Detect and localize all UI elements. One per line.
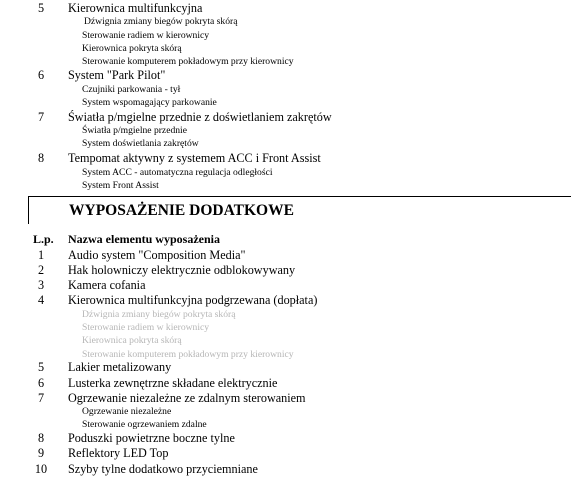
item-number: 2 (37, 263, 45, 277)
item-label: Ogrzewanie niezależne ze zdalnym sterowaniem (68, 391, 306, 405)
item-label: Kamera cofania (68, 278, 146, 292)
item-number: 5 (37, 1, 45, 15)
item-number: 7 (37, 110, 45, 124)
item-label: Hak holowniczy elektrycznie odblokowywany (68, 263, 296, 277)
item-label: Lusterka zewnętrzne składane elektrycznie (68, 376, 278, 390)
item-label: Kierownica multifunkcyjna (68, 1, 203, 15)
subitem: Kierownica pokryta skórą (82, 43, 182, 54)
item-number: 6 (37, 376, 45, 390)
subitem: Światła p/mgielne przednie (82, 125, 187, 136)
subitem: Czujniki parkowania - tył (82, 84, 181, 95)
item-number: 8 (37, 151, 45, 165)
item-label: System "Park Pilot" (68, 68, 166, 82)
subitem: Sterowanie radiem w kierownicy (82, 322, 210, 333)
item-number: 9 (37, 446, 45, 460)
subitem: Sterowanie radiem w kierownicy (82, 30, 210, 41)
item-label: Tempomat aktywny z systemem ACC i Front Assist (68, 151, 321, 165)
item-label: Szyby tylne dodatkowo przyciemniane (68, 462, 258, 476)
item-number: 8 (37, 431, 45, 445)
subitem: System wspomagający parkowanie (82, 97, 217, 108)
item-label: Audio system "Composition Media" (68, 248, 246, 262)
item-number: 5 (37, 360, 45, 374)
subitem: Dźwignia zmiany biegów pokryta skórą (82, 309, 236, 320)
item-label: Lakier metalizowany (68, 360, 172, 374)
item-label: Reflektory LED Top (68, 446, 169, 460)
item-label: Poduszki powietrzne boczne tylne (68, 431, 235, 445)
subitem: Dźwignia zmiany biegów pokryta skórą (84, 16, 238, 27)
subitem: System Front Assist (82, 180, 159, 191)
item-label: Światła p/mgielne przednie z doświetlaniem zakrętów (68, 110, 332, 124)
subitem: Ogrzewanie niezależne (82, 406, 172, 417)
section-heading (28, 196, 571, 224)
item-label: Kierownica multifunkcyjna podgrzewana (dopłata) (68, 293, 318, 307)
subitem: Sterowanie ogrzewaniem zdalne (82, 419, 207, 430)
item-number: 6 (37, 68, 45, 82)
item-number: 4 (37, 293, 45, 307)
subitem: System ACC - automatyczna regulacja odległości (82, 167, 273, 178)
column-header-lp: L.p. (33, 232, 54, 246)
section-title: WYPOSAŻENIE DODATKOWE (69, 202, 294, 219)
subitem: Kierownica pokryta skórą (82, 335, 182, 346)
item-number: 10 (34, 462, 48, 476)
subitem: Sterowanie komputerem pokładowym przy kierownicy (82, 56, 294, 67)
subitem: System doświetlania zakrętów (82, 138, 199, 149)
subitem: Sterowanie komputerem pokładowym przy kierownicy (82, 349, 294, 360)
item-number: 1 (37, 248, 45, 262)
item-number: 3 (37, 278, 45, 292)
column-header-name: Nazwa elementu wyposażenia (68, 232, 220, 246)
item-number: 7 (37, 391, 45, 405)
